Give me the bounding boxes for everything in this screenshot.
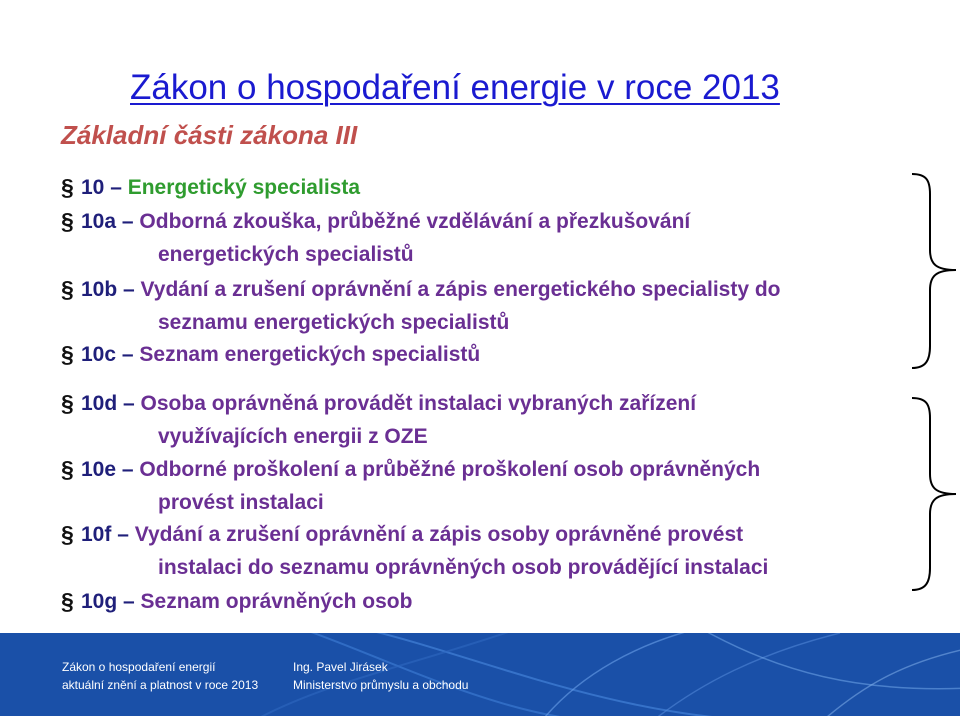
section-text: Energetický specialista xyxy=(127,176,361,199)
dash: – xyxy=(121,343,140,366)
paragraph-symbol-icon: § xyxy=(61,456,74,482)
paragraph-symbol-icon: § xyxy=(61,174,74,200)
dash: – xyxy=(110,176,128,199)
dash: – xyxy=(121,458,140,481)
section-code: 10e xyxy=(81,458,117,481)
section-code: 10a xyxy=(81,210,117,233)
paragraph-symbol-icon: § xyxy=(61,341,74,367)
section-code: 10f xyxy=(81,523,112,546)
footer-right-line1: Ing. Pavel Jirásek xyxy=(293,660,388,674)
section-code: 10g xyxy=(81,590,118,613)
footer-right-line2: Ministerstvo průmyslu a obchodu xyxy=(293,678,469,692)
section-text: Osoba oprávněná provádět instalaci vybraných zařízení xyxy=(140,392,697,415)
section-text: Vydání a zrušení oprávnění a zápis energetického specialisty do xyxy=(140,278,781,301)
footer-left-line1: Zákon o hospodaření energií xyxy=(62,660,216,674)
section-code: 10 xyxy=(81,176,105,199)
section-text: Odborné proškolení a průběžné proškolení osob oprávněných xyxy=(139,458,761,481)
section-text-continued: seznamu energetických specialistů xyxy=(158,311,510,334)
page-subtitle: Základní části zákona III xyxy=(61,120,358,150)
curly-brace-bottom-icon xyxy=(910,396,960,592)
paragraph-symbol-icon: § xyxy=(61,521,74,547)
section-code: 10d xyxy=(81,392,118,415)
footer-decoration-icon xyxy=(0,633,960,716)
dash: – xyxy=(123,278,141,301)
paragraph-symbol-icon: § xyxy=(61,390,74,416)
footer-left-line2: aktuální znění a platnost v roce 2013 xyxy=(62,678,259,692)
section-text: Seznam energetických specialistů xyxy=(139,343,481,366)
section-code: 10c xyxy=(81,343,117,366)
dash: – xyxy=(121,210,140,233)
dash: – xyxy=(123,590,141,613)
paragraph-symbol-icon: § xyxy=(61,588,74,614)
section-text-continued: instalaci do seznamu oprávněných osob provádějící instalaci xyxy=(158,556,769,579)
curly-brace-top-icon xyxy=(910,172,960,372)
page-title: Zákon o hospodaření energie v roce 2013 xyxy=(130,68,780,107)
footer xyxy=(0,633,960,716)
paragraph-symbol-icon: § xyxy=(61,276,74,302)
dash: – xyxy=(123,392,141,415)
section-text: Seznam oprávněných osob xyxy=(140,590,413,613)
section-text-continued: provést instalaci xyxy=(158,491,324,514)
section-text-continued: energetických specialistů xyxy=(158,243,414,266)
section-code: 10b xyxy=(81,278,118,301)
section-text: Vydání a zrušení oprávnění a zápis osoby oprávněné provést xyxy=(134,523,744,546)
section-text-continued: využívajících energii z OZE xyxy=(158,425,428,448)
paragraph-symbol-icon: § xyxy=(61,208,74,234)
section-text: Odborná zkouška, průběžné vzdělávání a přezkušování xyxy=(139,210,691,233)
dash: – xyxy=(117,523,135,546)
